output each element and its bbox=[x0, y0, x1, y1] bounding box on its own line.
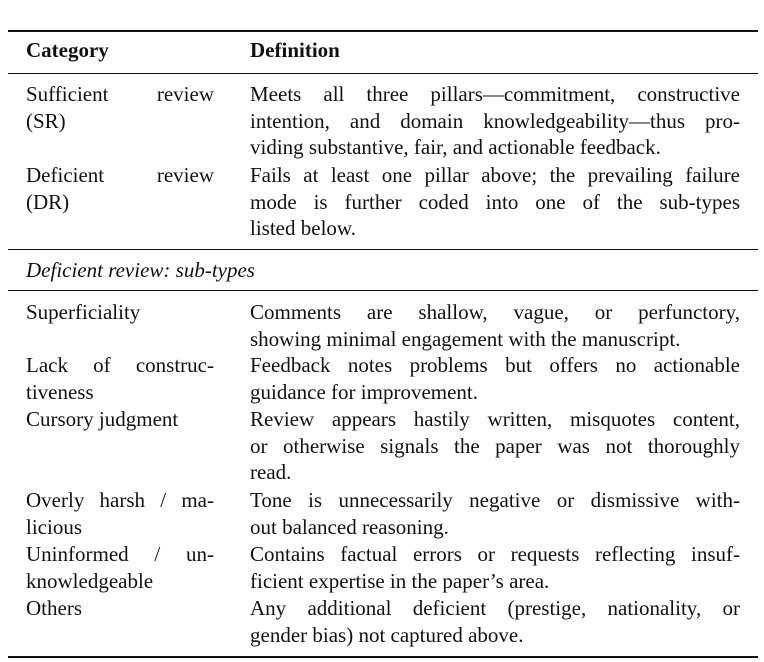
category-line: Overly harsh / ma- bbox=[26, 488, 214, 512]
definition-line: viding substantive, fair, and actionable feedback. bbox=[250, 135, 661, 160]
subsection-title-text: Deficient review: sub-types bbox=[26, 258, 255, 282]
definition-line: Feedback notes problems but offers no actionable bbox=[250, 353, 740, 377]
category-line: Lack of construc- bbox=[26, 353, 214, 377]
definition-line: or otherwise signals the paper was not thoroughly bbox=[250, 433, 740, 458]
category-line: Uninformed / un- bbox=[26, 542, 214, 566]
category-line: knowledgeable bbox=[26, 568, 154, 593]
row-lack-of-constructiveness-category bbox=[26, 352, 214, 405]
row-overly-harsh-category bbox=[26, 487, 214, 540]
definition-line: ficient expertise in the paper’s area. bbox=[250, 568, 550, 593]
row-cursory-judgment-definition bbox=[250, 406, 740, 486]
row-deficient-review-category bbox=[26, 162, 214, 215]
header-rule bbox=[8, 73, 758, 74]
bottom-rule bbox=[8, 656, 758, 658]
header-definition bbox=[250, 37, 740, 64]
row-superficiality-definition bbox=[250, 299, 740, 352]
category-line: (DR) bbox=[26, 189, 70, 214]
row-others-definition bbox=[250, 595, 740, 648]
row-superficiality-category bbox=[26, 299, 214, 326]
category-line: Deficient review bbox=[26, 163, 214, 187]
header-category-text: Category bbox=[26, 38, 109, 62]
definition-line: listed below. bbox=[250, 216, 356, 241]
row-overly-harsh-definition bbox=[250, 487, 740, 540]
category-line: Sufficient review bbox=[26, 82, 214, 106]
row-cursory-judgment-category bbox=[26, 406, 214, 433]
row-others-category bbox=[26, 595, 214, 622]
definition-line: Comments are shallow, vague, or perfunctory, bbox=[250, 300, 740, 324]
definition-line: Tone is unnecessarily negative or dismissive with- bbox=[250, 488, 740, 512]
category-line: Others bbox=[26, 596, 82, 620]
definition-line: out balanced reasoning. bbox=[250, 514, 449, 539]
row-uninformed-definition bbox=[250, 541, 740, 594]
definition-line: Fails at least one pillar above; the prevailing failure bbox=[250, 163, 740, 187]
category-line: (SR) bbox=[26, 108, 66, 133]
row-sufficient-review-definition bbox=[250, 81, 740, 161]
header-definition-text: Definition bbox=[250, 38, 340, 62]
section-rule-bottom bbox=[8, 290, 758, 291]
section-rule-top bbox=[8, 249, 758, 250]
definition-line: Any additional deficient (prestige, nationality, or bbox=[250, 596, 740, 620]
definition-line: read. bbox=[250, 460, 292, 485]
row-deficient-review-definition bbox=[250, 162, 740, 242]
top-rule bbox=[8, 30, 758, 32]
category-line: tiveness bbox=[26, 379, 94, 404]
header-category bbox=[26, 37, 214, 64]
definition-line: gender bias) not captured above. bbox=[250, 622, 524, 647]
category-line: Superficiality bbox=[26, 300, 141, 324]
row-uninformed-category bbox=[26, 541, 214, 594]
definition-line: Review appears hastily written, misquotes content, bbox=[250, 407, 740, 431]
definition-line: intention, and domain knowledgeability—thus pro- bbox=[250, 108, 740, 133]
category-line: Cursory judgment bbox=[26, 407, 179, 431]
row-sufficient-review-category bbox=[26, 81, 214, 134]
row-lack-of-constructiveness-definition bbox=[250, 352, 740, 405]
subsection-title bbox=[26, 257, 526, 284]
definition-line: Meets all three pillars—commitment, constructive bbox=[250, 82, 740, 106]
category-line: licious bbox=[26, 514, 82, 539]
definition-line: Contains factual errors or requests reflecting insuf- bbox=[250, 542, 740, 566]
definition-line: guidance for improvement. bbox=[250, 379, 479, 404]
definition-line: showing minimal engagement with the manuscript. bbox=[250, 326, 681, 351]
definition-line: mode is further coded into one of the sub-types bbox=[250, 189, 740, 214]
